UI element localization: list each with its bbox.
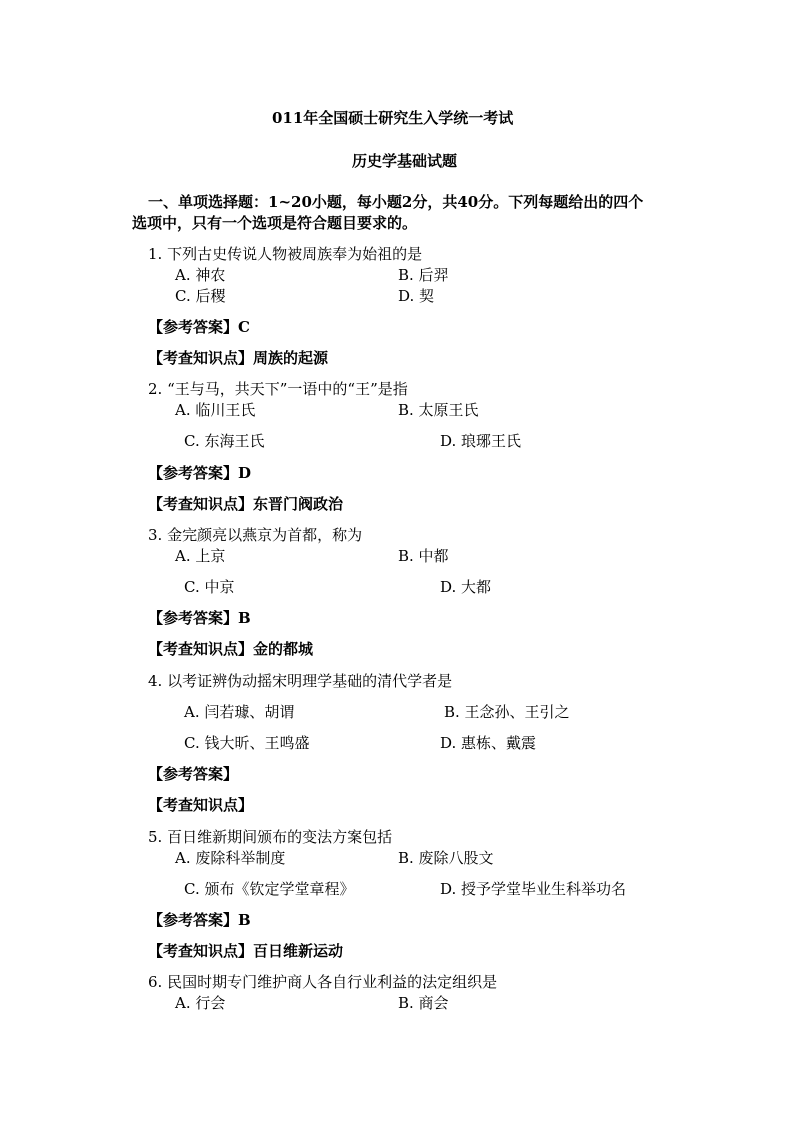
option-d: D. 琅琊王氏 <box>440 432 522 450</box>
option-a: A. 神农 <box>175 266 226 284</box>
option-d: D. 惠栋、戴震 <box>440 734 537 752</box>
option-a: A. 上京 <box>175 547 226 565</box>
knowledge-point: 【考查知识点】金的都城 <box>148 640 314 658</box>
reference-answer: 【参考答案】C <box>148 318 250 336</box>
option-c: C. 中京 <box>184 578 235 596</box>
reference-answer: 【参考答案】B <box>148 609 251 627</box>
reference-answer: 【参考答案】 <box>148 765 239 783</box>
question-stem: 5. 百日维新期间颁布的变法方案包括 <box>148 828 393 846</box>
option-b: B. 废除八股文 <box>398 849 494 867</box>
option-c: C. 东海王氏 <box>184 432 265 450</box>
exam-subtitle: 历史学基础试题 <box>352 152 458 170</box>
option-b: B. 商会 <box>398 994 449 1012</box>
option-c: C. 钱大昕、王鸣盛 <box>184 734 310 752</box>
option-b: B. 太原王氏 <box>398 401 479 419</box>
option-c: C. 颁布《钦定学堂章程》 <box>184 880 355 898</box>
option-d: D. 授予学堂毕业生科举功名 <box>440 880 627 898</box>
question-stem: 4. 以考证辨伪动摇宋明理学基础的清代学者是 <box>148 672 453 690</box>
knowledge-point: 【考查知识点】东晋门阀政治 <box>148 495 344 513</box>
section-heading-line1: 一、单项选择题：1~20小题，每小题2分，共40分。下列每题给出的四个 <box>148 193 644 211</box>
option-a: A. 行会 <box>175 994 226 1012</box>
question-stem: 1. 下列古史传说人物被周族奉为始祖的是 <box>148 245 423 263</box>
exam-title: 011年全国硕士研究生入学统一考试 <box>272 109 514 127</box>
knowledge-point: 【考查知识点】 <box>148 796 254 814</box>
question-stem: 3. 金完颜亮以燕京为首都，称为 <box>148 526 363 544</box>
option-a: A. 废除科举制度 <box>175 849 286 867</box>
question-stem: 6. 民国时期专门维护商人各自行业利益的法定组织是 <box>148 973 498 991</box>
option-b: B. 王念孙、王引之 <box>444 703 570 721</box>
reference-answer: 【参考答案】D <box>148 464 252 482</box>
option-a: A. 闫若璩、胡谓 <box>184 703 295 721</box>
option-d: D. 契 <box>398 287 435 305</box>
option-a: A. 临川王氏 <box>175 401 256 419</box>
option-b: B. 中都 <box>398 547 449 565</box>
option-b: B. 后羿 <box>398 266 449 284</box>
option-d: D. 大都 <box>440 578 492 596</box>
knowledge-point: 【考查知识点】周族的起源 <box>148 349 329 367</box>
question-stem: 2. “王与马，共天下”一语中的“王”是指 <box>148 380 408 398</box>
section-heading-line2: 选项中，只有一个选项是符合题目要求的。 <box>132 214 418 232</box>
reference-answer: 【参考答案】B <box>148 911 251 929</box>
option-c: C. 后稷 <box>175 287 226 305</box>
knowledge-point: 【考查知识点】百日维新运动 <box>148 942 344 960</box>
